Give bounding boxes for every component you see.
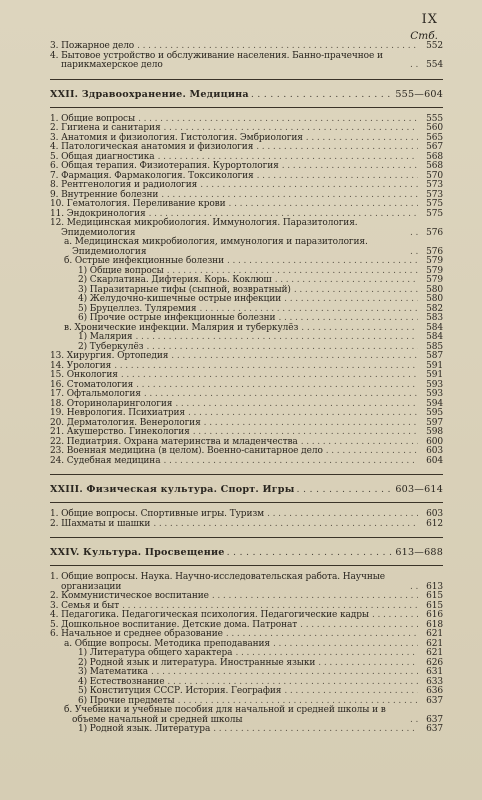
toc-entry-label: 23. Военная медицина (в целом). Военно-санитарное дело — [50, 446, 323, 456]
toc-entry-page: 584 — [426, 322, 443, 333]
dot-leader — [227, 545, 394, 560]
toc-entry-label: 1) Малярия — [78, 332, 133, 342]
toc-entry — [50, 520, 443, 530]
toc-entry-label: 20. Дерматология. Венерология — [50, 417, 201, 428]
section-heading — [50, 87, 443, 102]
section-heading — [50, 545, 443, 560]
dot-leader — [144, 390, 418, 400]
dot-leader — [301, 324, 418, 334]
toc-entry-label: 2) Родной язык и литература. Иностранные языки — [78, 657, 316, 668]
toc-entry-label: а. Медицинская микробиология, иммунология и паразитология. Эпидемиология — [64, 237, 368, 257]
dot-leader — [282, 162, 418, 172]
dot-leader — [267, 510, 418, 520]
toc-entry-label: 5) Конституция СССР. История. География — [78, 686, 282, 696]
section-heading — [50, 482, 443, 497]
toc-entry-label: 12. Медицинская микробиология. Иммунология. Паразитология. Эпидемиология — [50, 218, 358, 238]
toc-entry-page: 568 — [426, 151, 443, 162]
toc-entry-label: 4. Патологическая анатомия и физиология — [50, 142, 254, 152]
dot-leader — [410, 716, 418, 726]
dot-leader — [138, 115, 418, 125]
toc-entry-page: 593 — [426, 379, 443, 390]
toc-entry-label: 2. Гигиена и санитария — [50, 123, 161, 133]
dot-leader — [163, 457, 418, 467]
dot-leader — [372, 611, 418, 621]
toc-entry-label: 5. Дошкольное воспитание. Детские дома. Патронат — [50, 619, 298, 630]
toc-entry — [50, 52, 443, 71]
toc-entry-page: 615 — [426, 591, 443, 601]
toc-entry-page: 604 — [426, 455, 443, 466]
dot-leader — [256, 143, 418, 153]
toc-entry-page: 579 — [426, 256, 443, 266]
toc-entry-page: 576 — [426, 246, 443, 257]
dot-leader — [136, 381, 418, 391]
dot-leader — [284, 687, 418, 697]
dot-leader — [151, 668, 418, 678]
toc-entry-page: 585 — [426, 341, 443, 352]
toc-entry — [50, 457, 443, 467]
toc-entry-page: 636 — [426, 686, 443, 696]
toc-entry-label: в. Хронические инфекции. Малярия и туберкулёз — [64, 322, 299, 333]
toc-entry-page: 580 — [426, 294, 443, 304]
dot-leader — [326, 447, 418, 457]
toc-entry-label: 5. Общая диагностика — [50, 151, 155, 162]
table-of-contents — [50, 42, 443, 735]
toc-entry-label: 24. Судебная медицина — [50, 455, 161, 466]
toc-entry-label: 3. Анатомия и физиология. Гистология. Эмбриология — [50, 132, 303, 143]
section-title: XXIV. Культура. Просвещение — [50, 547, 225, 558]
dot-leader — [213, 725, 418, 735]
dot-leader — [297, 482, 394, 497]
toc-entry-label: 1) Родной язык. Литература — [78, 724, 211, 734]
toc-entry-label: б. Острые инфекционные болезни — [64, 256, 224, 266]
dot-leader — [114, 362, 418, 372]
toc-entry-page: 598 — [426, 427, 443, 437]
toc-entry-page: 618 — [426, 619, 443, 630]
toc-entry-label: 4. Бытовое устройство и обслуживание населения. Банно-прачечное и парикмахерское дело — [50, 50, 383, 70]
dot-leader — [146, 343, 418, 353]
toc-entry-label: а. Общие вопросы. Методика преподавания — [64, 638, 270, 649]
toc-entry-label: 3. Семья и быт — [50, 600, 120, 611]
dot-leader — [284, 295, 418, 305]
toc-entry — [50, 219, 443, 238]
toc-entry-page: 576 — [426, 227, 443, 238]
dot-leader — [171, 352, 418, 362]
toc-entry-label: 17. Офтальмология — [50, 389, 141, 399]
toc-entry-label: 22. Педиатрия. Охрана материнства и младенчества — [50, 436, 298, 447]
dot-leader — [229, 200, 418, 210]
toc-entry-page: 587 — [426, 351, 443, 361]
toc-entry-page: 603 — [426, 446, 443, 456]
toc-entry-page: 584 — [426, 332, 443, 342]
toc-entry-label: 2. Шахматы и шашки — [50, 518, 151, 529]
toc-entry-page: 593 — [426, 389, 443, 399]
dot-leader — [257, 172, 418, 182]
column-label: Стб. — [410, 30, 438, 42]
dot-leader — [188, 409, 418, 419]
toc-entry-label: 3) Математика — [78, 667, 149, 677]
toc-entry-page: 568 — [426, 161, 443, 171]
toc-entry-label: 8. Рентгенология и радиология — [50, 180, 198, 190]
toc-entry-label: 1. Общие вопросы. Спортивные игры. Туризм — [50, 509, 265, 519]
dot-leader — [410, 229, 418, 239]
dot-leader — [300, 621, 418, 631]
toc-entry-page: 582 — [426, 303, 443, 314]
toc-entry-page: 567 — [426, 142, 443, 152]
toc-entry-page: 615 — [426, 600, 443, 611]
dot-leader — [278, 314, 418, 324]
toc-entry-label: 15. Онкология — [50, 370, 118, 380]
dot-leader — [273, 640, 418, 650]
toc-entry-page: 637 — [426, 714, 443, 725]
section-range: 613—688 — [395, 547, 443, 558]
toc-entry-label: 2) Туберкулёз — [78, 341, 144, 352]
toc-entry-page: 554 — [426, 60, 443, 70]
toc-entry-label: 2. Коммунистическое воспитание — [50, 591, 209, 601]
toc-entry-label: 13. Хирургия. Ортопедия — [50, 351, 169, 361]
section-range: 603—614 — [395, 484, 443, 495]
toc-entry-page: 597 — [426, 417, 443, 428]
toc-entry-page: 637 — [426, 695, 443, 706]
dot-leader — [212, 592, 418, 602]
dot-leader — [294, 286, 418, 296]
toc-entry — [50, 238, 443, 257]
toc-entry-page: 575 — [426, 199, 443, 209]
toc-entry-label: 5) Бруцеллез. Туляремия — [78, 303, 197, 314]
toc-entry-label: 18. Оториноларингология — [50, 398, 173, 409]
dot-leader — [318, 659, 418, 669]
dot-leader — [175, 400, 418, 410]
toc-entry-label: 6) Прочие острые инфекционные болезни — [78, 313, 276, 323]
toc-entry-label: 2) Скарлатина. Дифтерия. Корь. Коклюш — [78, 275, 272, 285]
toc-entry-label: 3) Паразитарные тифы (сыпной, возвратный) — [78, 284, 291, 295]
toc-entry-page: 560 — [426, 123, 443, 133]
section-range: 555—604 — [395, 88, 443, 100]
toc-entry-page: 626 — [426, 657, 443, 668]
dot-leader — [200, 181, 418, 191]
toc-entry-label: 4) Естествознание — [78, 676, 165, 687]
toc-entry-label: 11. Эндокринология — [50, 208, 146, 219]
toc-entry-label: 9. Внутренние болезни — [50, 189, 159, 200]
toc-entry-page: 621 — [426, 638, 443, 649]
section-title: XXIII. Физическая культура. Спорт. Игры — [50, 484, 295, 495]
toc-entry-page: 591 — [426, 370, 443, 380]
toc-entry-page: 579 — [426, 275, 443, 285]
toc-entry-label: 7. Фармация. Фармакология. Токсикология — [50, 170, 254, 181]
toc-entry-page: 637 — [426, 724, 443, 734]
toc-entry-label: б. Учебники и учебные пособия для начальной и средней школы и в объеме начальной и средней школы — [64, 705, 386, 725]
toc-entry-label: 4. Педагогика. Педагогическая психология. Педагогические кадры — [50, 610, 369, 620]
toc-entry-page: 573 — [426, 189, 443, 200]
toc-entry-label: 1) Литература общего характера — [78, 648, 233, 658]
toc-entry-page: 616 — [426, 610, 443, 620]
toc-entry-label: 6) Прочие предметы — [78, 695, 175, 706]
toc-entry-page: 594 — [426, 398, 443, 409]
toc-entry-page: 621 — [426, 648, 443, 658]
toc-entry-page: 552 — [426, 41, 443, 51]
toc-entry-label: 3. Пожарное дело — [50, 41, 135, 51]
toc-entry-page: 573 — [426, 180, 443, 190]
toc-entry-label: 1. Общие вопросы. Наука. Научно-исследовательская работа. Научные организации — [50, 572, 386, 592]
toc-entry-page: 583 — [426, 313, 443, 323]
dot-leader — [306, 134, 418, 144]
dot-leader — [251, 87, 394, 102]
dot-leader — [136, 333, 418, 343]
dot-leader — [410, 248, 418, 258]
toc-entry-label: 16. Стоматология — [50, 379, 134, 390]
dot-leader — [121, 371, 418, 381]
toc-entry-label: 19. Неврология. Психиатрия — [50, 408, 185, 418]
toc-entry-page: 603 — [426, 509, 443, 519]
toc-entry-label: 6. Общая терапия. Физиотерапия. Курортология — [50, 161, 279, 171]
toc-entry-page: 600 — [426, 436, 443, 447]
toc-entry-page: 633 — [426, 676, 443, 687]
toc-entry-label: 4) Желудочно-кишечные острые инфекции — [78, 294, 282, 304]
toc-entry-page: 575 — [426, 208, 443, 219]
toc-entry-page: 621 — [426, 629, 443, 639]
toc-entry-page: 555 — [426, 113, 443, 124]
toc-entry-label: 1. Общие вопросы — [50, 113, 136, 124]
toc-entry-label: 1) Общие вопросы — [78, 265, 164, 276]
toc-entry-page: 580 — [426, 284, 443, 295]
section-title: XXII. Здравоохранение. Медицина — [50, 88, 249, 100]
toc-entry — [50, 573, 443, 592]
toc-entry-page: 579 — [426, 265, 443, 276]
toc-entry-label: 14. Урология — [50, 360, 112, 371]
toc-entry-page: 595 — [426, 408, 443, 418]
toc-entry — [50, 725, 443, 735]
toc-entry-label: 10. Гематология. Переливание крови — [50, 199, 226, 209]
toc-entry-label: 6. Начальное и среднее образование — [50, 629, 223, 639]
toc-entry — [50, 706, 443, 725]
dot-leader — [410, 61, 418, 71]
toc-entry-page: 612 — [426, 518, 443, 529]
page-number: IX — [421, 12, 438, 27]
dot-leader — [410, 583, 418, 593]
dot-leader — [153, 520, 418, 530]
toc-entry-page: 591 — [426, 360, 443, 371]
toc-entry-label: 21. Акушерство. Гинекология — [50, 427, 190, 437]
toc-entry-page: 613 — [426, 581, 443, 592]
dot-leader — [227, 257, 418, 267]
dot-leader — [275, 276, 418, 286]
dot-leader — [204, 419, 418, 429]
toc-entry-page: 565 — [426, 132, 443, 143]
toc-entry-page: 631 — [426, 667, 443, 677]
toc-entry-page: 570 — [426, 170, 443, 181]
